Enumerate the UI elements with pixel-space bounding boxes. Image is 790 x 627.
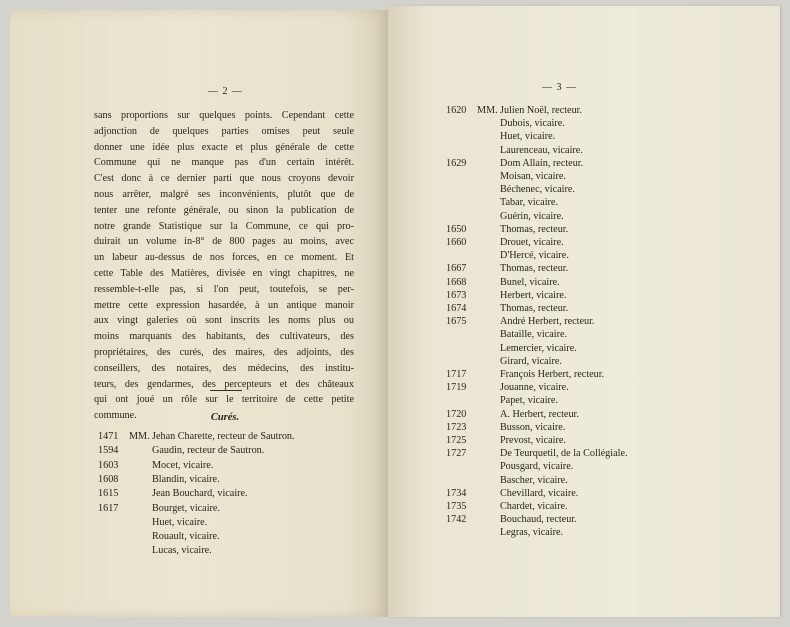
entry-name: Jean Bouchard, vicaire. [152, 488, 248, 500]
entry-name: Chardet, vicaire. [500, 501, 568, 512]
page-number-right: — 3 — [542, 82, 577, 93]
entry-name: De Teurquetil, de la Collégiale. [500, 448, 628, 460]
paragraph-line: conseillers, des notaires, des médecins, des institu- [94, 362, 354, 374]
entry-name: Chevillard, vicaire. [500, 487, 579, 499]
entry-name: Legras, vicaire. [500, 527, 564, 539]
entry-year: 1667 [446, 263, 467, 275]
paragraph-line: tenter une refonte générale, ou sinon la publication de [94, 204, 354, 216]
paragraph-line: C'est donc à ce dernier parti que nous croyons devoir [94, 173, 354, 185]
entry-name: André Herbert, recteur. [500, 316, 595, 328]
paragraph-line: nous arrêter, malgré ses inconvénients, plutôt que de [94, 188, 354, 200]
entry-name: Béchenec, vicaire. [500, 184, 575, 196]
entry-name: Pousgard, vicaire. [500, 461, 574, 473]
entry-name: Jehan Charette, recteur de Sautron. [152, 431, 295, 442]
entry-year: 1594 [98, 445, 119, 457]
section-heading-cures: Curés. [210, 412, 240, 423]
entry-name: Thomas, recteur. [500, 223, 569, 235]
paragraph-line: notre grande Statistique sur la Commune, ce qui pro- [94, 220, 354, 232]
paragraph-line: un labeur au-dessus de nos forces, en ce moment. Et [94, 252, 354, 264]
entry-name: Mocet, vicaire. [152, 459, 214, 471]
entry-name: François Herbert, recteur. [500, 369, 605, 380]
paragraph-line: propriétaires, des curés, des maires, des adjoints, des [94, 346, 354, 358]
paragraph-line: commune. [94, 410, 137, 422]
entry-year: 1673 [446, 289, 467, 301]
entry-name: Lucas, vicaire. [152, 545, 212, 557]
section-divider [210, 390, 242, 391]
paragraph-line: ressemble-t-elle pas, si l'on peut, toutefois, se per- [94, 283, 354, 295]
paragraph-line: duirait un volume in-8° de 800 pages au moins, avec [94, 236, 354, 248]
entry-year: 1603 [98, 459, 119, 471]
left-page [10, 10, 390, 617]
entry-name: Blandin, vicaire. [152, 473, 220, 485]
entry-name: Julien Noël, recteur. [500, 105, 583, 116]
entry-name: D'Hercé, vicaire. [500, 250, 569, 262]
entry-prefix: MM. [477, 105, 498, 116]
paragraph-line: aux vingt galeries où sont inscrits les noms plus ou [94, 315, 354, 327]
entry-name: Dubois, vicaire. [500, 118, 565, 130]
entry-year: 1723 [446, 421, 467, 433]
entry-name: Rouault, vicaire. [152, 531, 220, 543]
entry-name: Herbert, vicaire. [500, 289, 567, 301]
entry-name: Huet, vicaire. [152, 516, 208, 528]
entry-name: Bouchaud, recteur. [500, 514, 577, 526]
entry-prefix: MM. [129, 431, 150, 442]
page-number-left: — 2 — [208, 86, 243, 97]
entry-name: Drouet, vicaire. [500, 237, 564, 248]
entry-name: Bunel, vicaire. [500, 276, 560, 288]
entry-name: Bataille, vicaire. [500, 329, 568, 341]
entry-name: Tabar, vicaire. [500, 197, 558, 209]
paragraph-line: moins marquants des habitants, des cultivateurs, des [94, 331, 354, 343]
entry-name: Papet, vicaire. [500, 395, 558, 407]
entry-name: A. Herbert, recteur. [500, 408, 579, 420]
entry-name: Busson, vicaire. [500, 421, 566, 433]
paragraph-line: cette Table des Matières, divisée en vingt chapitres, ne [94, 267, 354, 279]
entry-name: Jouanne, vicaire. [500, 382, 569, 394]
entry-name: Thomas, recteur. [500, 303, 569, 314]
entry-year: 1727 [446, 448, 467, 460]
entry-name: Bascher, vicaire. [500, 474, 568, 486]
entry-year: 1617 [98, 502, 119, 514]
entry-year: 1650 [446, 223, 467, 235]
entry-year: 1668 [446, 276, 467, 288]
intro-paragraph [94, 108, 354, 424]
paragraph-line: donner une idée plus exacte et plus générale de cette [94, 141, 354, 153]
entry-name: Gaudin, recteur de Sautron. [152, 445, 265, 457]
paragraph-line: adjonction de quelques parties omises peut seule [94, 125, 354, 137]
entry-year: 1620 [446, 105, 467, 116]
entry-name: Moisan, vicaire. [500, 171, 566, 182]
entry-name: Lemercier, vicaire. [500, 342, 577, 354]
entry-year: 1660 [446, 237, 467, 248]
entry-year: 1719 [446, 382, 467, 394]
entry-year: 1720 [446, 408, 467, 420]
entry-year: 1717 [446, 369, 467, 380]
entry-year: 1608 [98, 473, 119, 485]
paragraph-line: mettre cette expression hasardée, à un antique manoir [94, 299, 354, 311]
entry-year: 1725 [446, 435, 467, 446]
paragraph-line: qui ont joué un rôle sur le territoire de cette petite [94, 394, 354, 406]
entry-name: Thomas, recteur. [500, 263, 569, 275]
paragraph-line: Commune qui ne manque pas d'un certain intérêt. [94, 157, 354, 169]
entry-year: 1734 [446, 487, 467, 499]
paragraph-line: sans proportions sur quelques points. Cependant cette [94, 110, 354, 121]
entry-year: 1674 [446, 303, 467, 314]
entry-name: Laurenceau, vicaire. [500, 144, 583, 156]
entry-year: 1675 [446, 316, 467, 328]
entry-name: Huet, vicaire. [500, 131, 556, 143]
entry-name: Prevost, vicaire. [500, 435, 566, 446]
right-page [388, 6, 780, 617]
entry-year: 1471 [98, 431, 119, 442]
entry-year: 1629 [446, 157, 467, 169]
entry-name: Girard, vicaire. [500, 355, 562, 367]
entry-name: Dom Allain, recteur. [500, 157, 584, 169]
entry-name: Guérin, vicaire. [500, 210, 564, 222]
entry-year: 1615 [98, 488, 119, 500]
entry-name: Bourget, vicaire. [152, 502, 220, 514]
entry-year: 1735 [446, 501, 467, 512]
entry-year: 1742 [446, 514, 467, 526]
paragraph-line: teurs, des gendarmes, des percepteurs et des châteaux [94, 378, 354, 390]
